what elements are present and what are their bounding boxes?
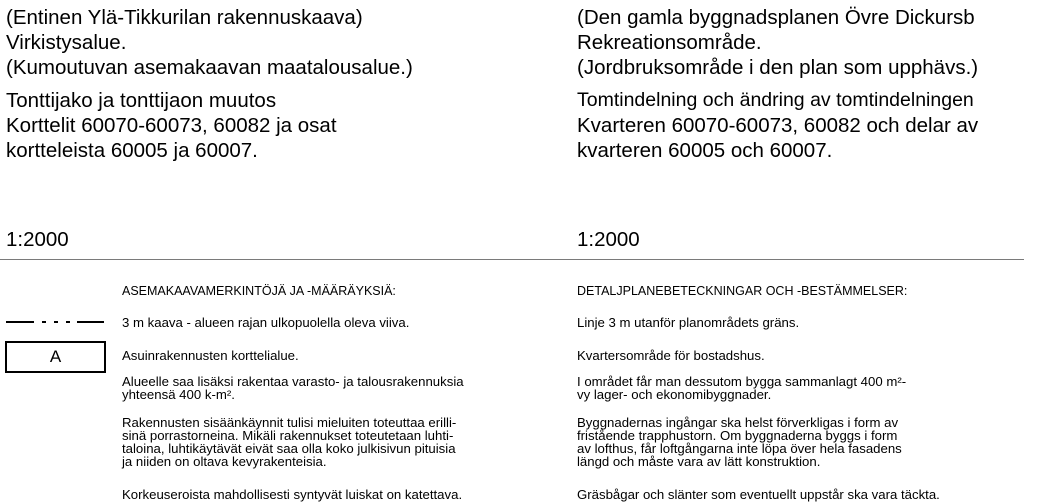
blocks-line-2: kortteleista 60005 ja 60007. <box>6 139 258 162</box>
para1-fi-line: Alueelle saa lisäksi rakentaa varasto- ja talousrakennuksia <box>122 374 464 389</box>
legend-header-sv: DETALJPLANEBETECKNINGAR OCH -BESTÄMMELSER: <box>577 284 908 298</box>
blocks-line-1: Korttelit 60070-60073, 60082 ja osat <box>6 114 337 137</box>
line-desc-fi: 3 m kaava - alueen rajan ulkopuolella oleva viiva. <box>122 315 410 330</box>
agri-area-note: (Kumoutuvan asemakaavan maatalousalue.) <box>6 56 413 79</box>
cut-line-fi: Korkeuseroista mahdollisesti syntyvät luiskat on katettava. <box>122 487 463 502</box>
plot-division-title: Tonttijako ja tonttijaon muutos <box>6 89 277 112</box>
blocks-line-2-sv: kvarteren 60005 och 60007. <box>577 139 833 162</box>
para1-fi <box>122 375 464 401</box>
para2-sv <box>577 416 902 468</box>
para2-sv-line: fristående trapphustorn. Om byggnaderna byggs i form <box>577 428 898 443</box>
para2-fi-line: Rakennusten sisäänkäynnit tulisi mieluiten toteuttaa erilli- <box>122 415 457 430</box>
para2-fi-line: ja niiden on oltava kevyrakenteisia. <box>122 454 327 469</box>
cut-line-sv: Gräsbågar och slänter som eventuellt uppstår ska vara täckta. <box>577 487 940 502</box>
blocks-line-1-sv: Kvarteren 60070-60073, 60082 och delar av <box>577 114 979 137</box>
line-desc-sv: Linje 3 m utanför planområdets gräns. <box>577 315 800 330</box>
block-area-letter: A <box>49 347 62 366</box>
agri-area-note-sv: (Jordbruksområde i den plan som upphävs.) <box>577 56 979 79</box>
para2-fi <box>122 416 456 468</box>
block-area-symbol <box>5 341 106 373</box>
para2-sv-line: längd och måste vara av lätt konstruktion. <box>577 454 821 469</box>
block-title-fi: Asuinrakennusten korttelialue. <box>122 348 299 363</box>
scale-swedish: 1:2000 <box>577 228 640 251</box>
para1-sv-line: vy lager- och ekonomibyggnader. <box>577 387 772 402</box>
para1-sv-line: I området får man dessutom bygga sammanlagt 400 m²- <box>577 374 907 389</box>
old-plan-note: (Entinen Ylä-Tikkurilan rakennuskaava) <box>6 6 363 29</box>
recreation-area: Virkistysalue. <box>6 31 127 54</box>
old-plan-note-sv: (Den gamla byggnadsplanen Övre Dickursb <box>577 6 975 29</box>
para2-fi-line: taloina, luhtikäytävät eivät saa olla koko julkisivun pituisia <box>122 441 456 456</box>
para1-fi-line: yhteensä 400 k-m². <box>122 387 235 402</box>
cut-off-lines <box>0 487 1024 502</box>
plot-division-title-sv: Tomtindelning och ändring av tomtindelningen <box>577 89 974 111</box>
para1-sv <box>577 375 906 401</box>
legend-header-fi: ASEMAKAAVAMERKINTÖJÄ JA -MÄÄRÄYKSIÄ: <box>122 284 396 298</box>
section-divider <box>0 259 1024 260</box>
para2-sv-line: Byggnadernas ingångar ska helst förverkligas i form av <box>577 415 899 430</box>
para2-sv-line: av lofthus, får loftgångarna inte löpa över hela fasadens <box>577 441 902 456</box>
para2-fi-line: sinä porrastorneina. Mikäli rakennukset toteutetaan luhti- <box>122 428 454 443</box>
block-title-sv: Kvartersområde för bostadshus. <box>577 348 765 363</box>
scale-finnish: 1:2000 <box>6 228 69 251</box>
recreation-area-sv: Rekreationsområde. <box>577 31 762 54</box>
dash-dot-boundary-icon <box>6 321 104 323</box>
